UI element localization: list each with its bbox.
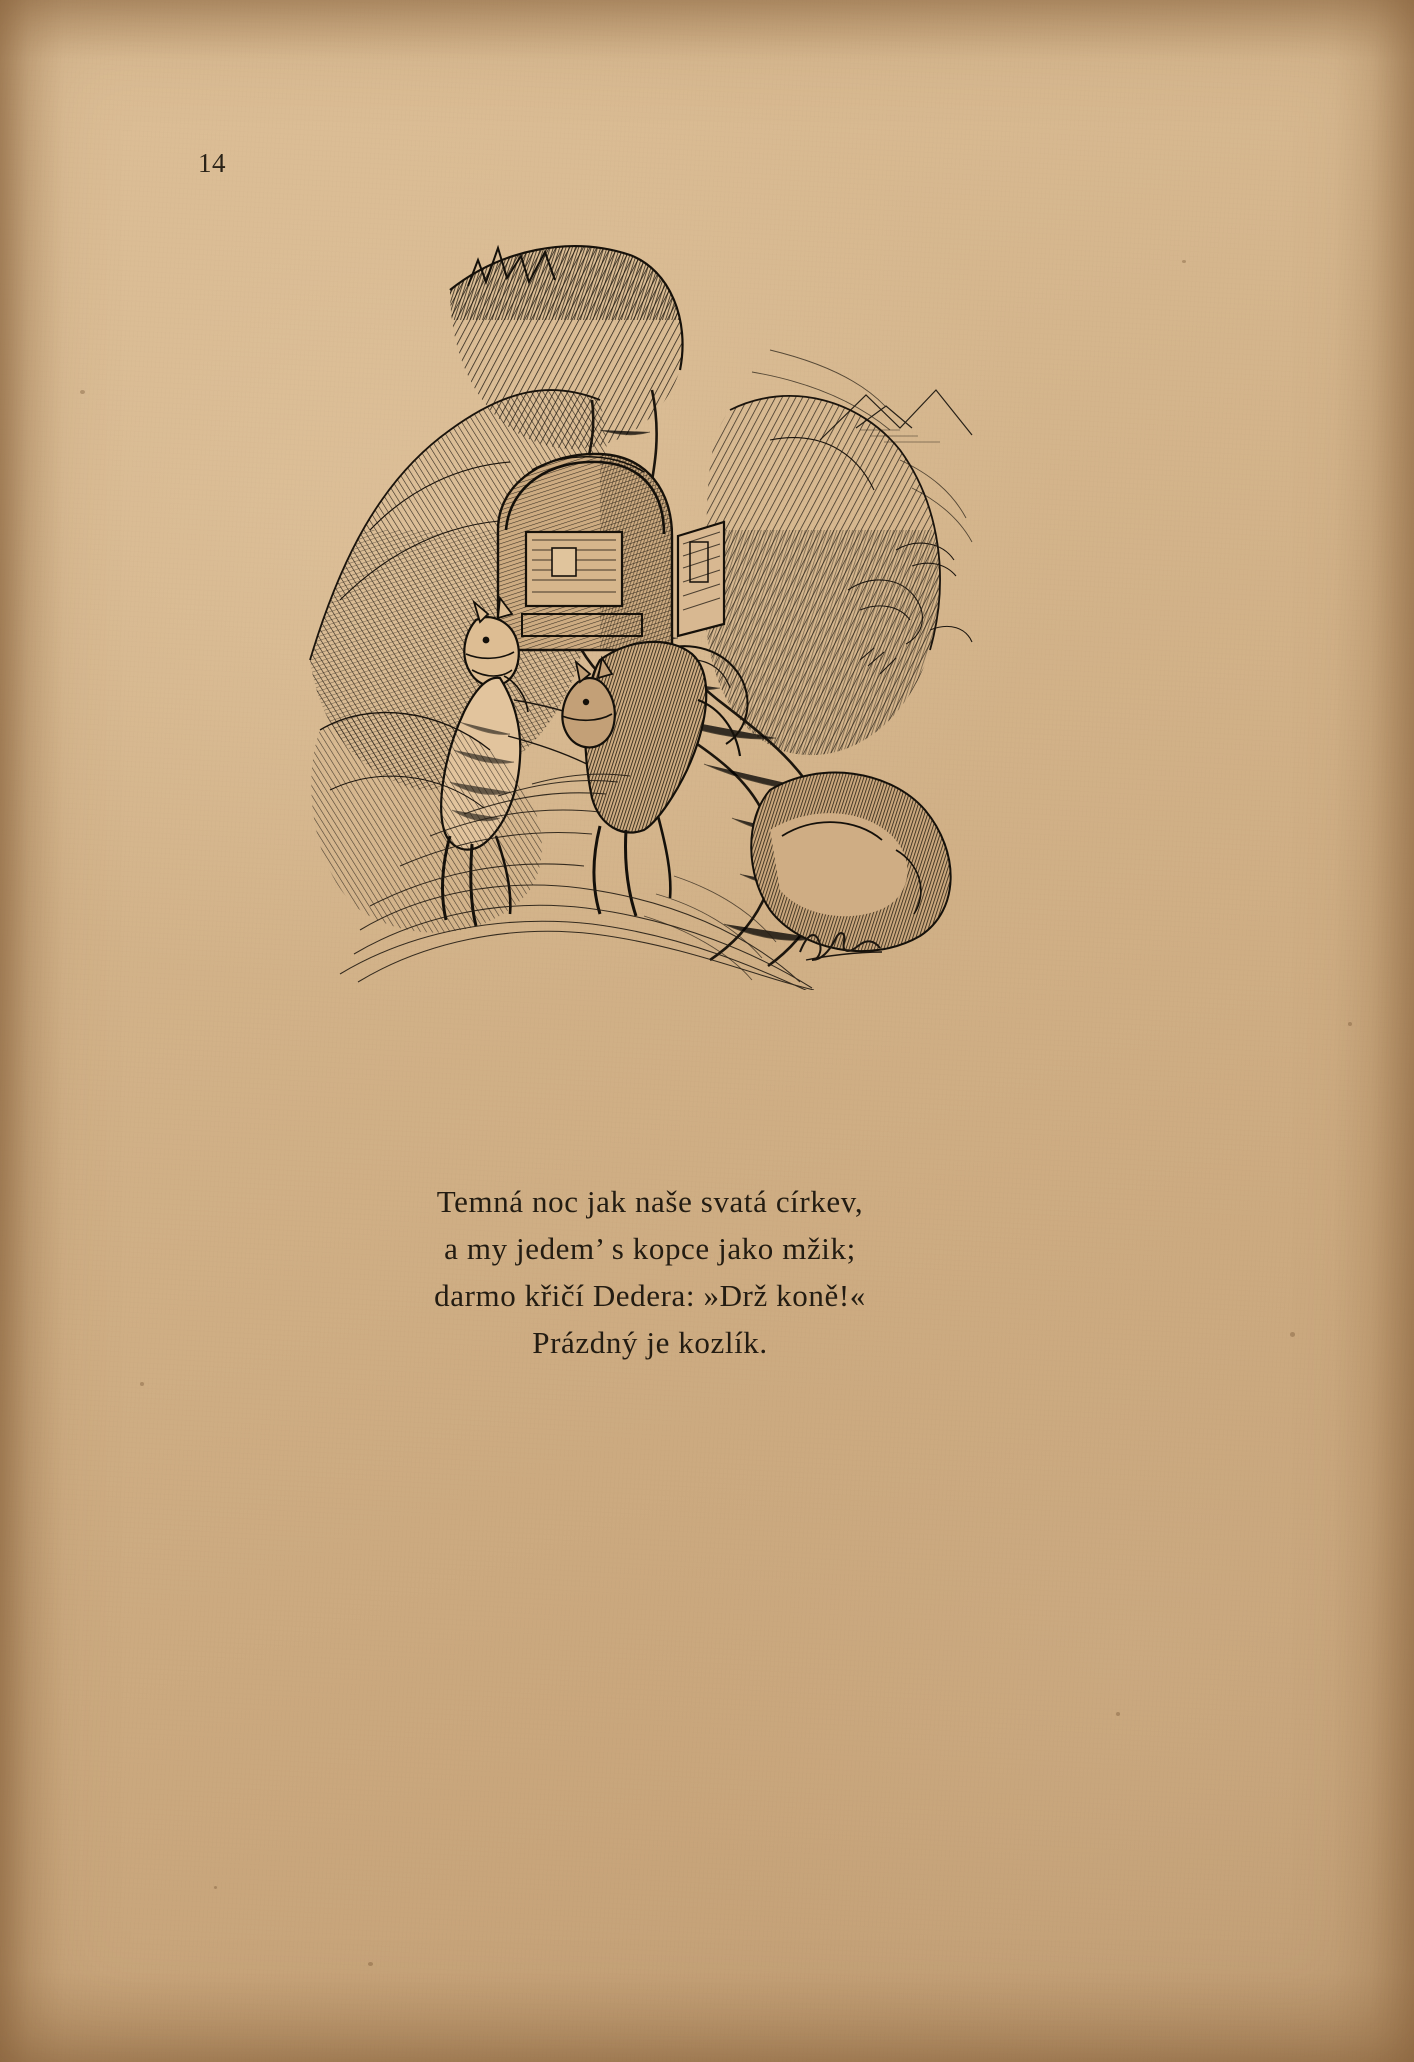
paper-speck (1290, 1332, 1295, 1337)
stagecoach-illustration (300, 230, 980, 990)
paper-speck (1182, 260, 1186, 263)
paper-speck (368, 1962, 373, 1966)
paper-speck (214, 1886, 217, 1889)
right-edge-shading (1334, 0, 1414, 2062)
paper-speck (1348, 1022, 1352, 1026)
dark-horse (562, 630, 740, 916)
left-edge-shading (0, 0, 64, 2062)
page-number: 14 (198, 148, 226, 178)
bottom-edge-shading (0, 1972, 1414, 2062)
caption-verse (300, 1178, 1000, 1366)
coach-door (678, 522, 724, 636)
illustration-artwork (300, 230, 972, 990)
caption-line-1: Temná noc jak naše svatá církev, (436, 1184, 864, 1219)
paper-speck (1116, 1712, 1120, 1716)
top-edge-shading (0, 0, 1414, 60)
caption-line-4: Prázdný je kozlík. (532, 1325, 768, 1360)
caption-line-2: a my jedem’ s kopce jako mžik; (444, 1231, 856, 1266)
caption-line-3: darmo křičí Dedera: »Drž koně!« (434, 1278, 866, 1313)
paper-speck (80, 390, 85, 394)
paper-speck (140, 1382, 144, 1386)
